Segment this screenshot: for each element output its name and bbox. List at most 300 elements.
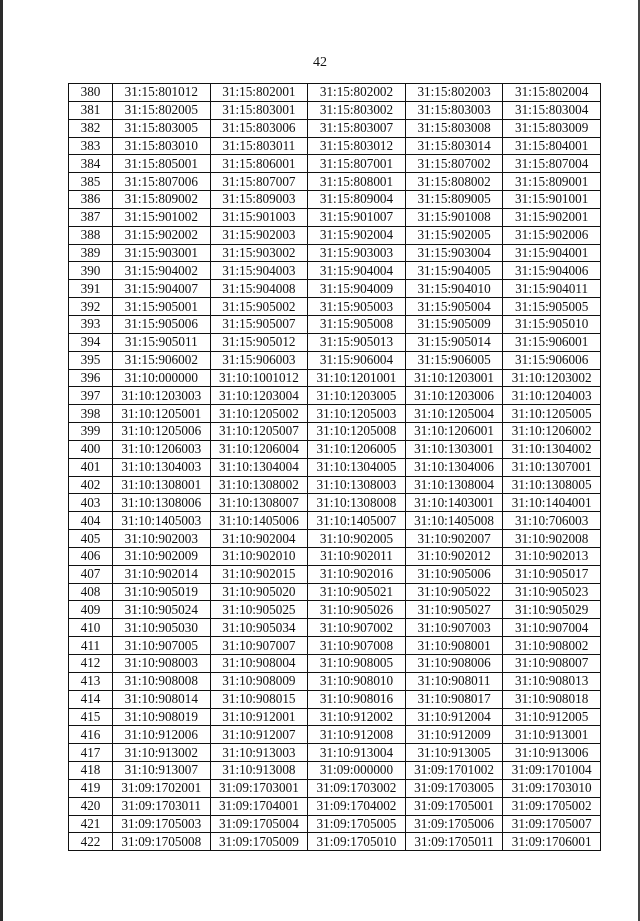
registry-table-body (69, 84, 601, 851)
cadastral-code-cell: 31:09:1703001 (210, 779, 308, 797)
cadastral-code-cell: 31:15:906005 (405, 351, 503, 369)
cadastral-code-cell: 31:15:902002 (113, 226, 211, 244)
table-row (69, 333, 601, 351)
row-number-cell: 390 (69, 262, 113, 280)
cadastral-code-cell: 31:15:901008 (405, 208, 503, 226)
cadastral-code-cell: 31:10:913007 (113, 762, 211, 780)
table-row (69, 458, 601, 476)
cadastral-code-cell: 31:10:902015 (210, 565, 308, 583)
cadastral-code-cell: 31:10:1304002 (503, 440, 601, 458)
cadastral-code-cell: 31:15:904009 (308, 280, 406, 298)
cadastral-code-cell: 31:09:1704002 (308, 797, 406, 815)
cadastral-code-cell: 31:10:905022 (405, 583, 503, 601)
cadastral-code-cell: 31:15:809004 (308, 191, 406, 209)
cadastral-code-cell: 31:10:902013 (503, 547, 601, 565)
cadastral-code-cell: 31:15:904011 (503, 280, 601, 298)
cadastral-code-cell: 31:10:908003 (113, 655, 211, 673)
cadastral-code-cell: 31:10:905026 (308, 601, 406, 619)
table-row (69, 708, 601, 726)
cadastral-code-cell: 31:10:1206001 (405, 423, 503, 441)
cadastral-code-cell: 31:10:1308004 (405, 476, 503, 494)
cadastral-code-cell: 31:10:905020 (210, 583, 308, 601)
row-number-cell: 402 (69, 476, 113, 494)
table-row (69, 387, 601, 405)
cadastral-code-cell: 31:10:1308002 (210, 476, 308, 494)
cadastral-code-cell: 31:10:905027 (405, 601, 503, 619)
cadastral-code-cell: 31:15:803007 (308, 119, 406, 137)
cadastral-code-cell: 31:15:902004 (308, 226, 406, 244)
table-row (69, 494, 601, 512)
cadastral-code-cell: 31:10:1206003 (113, 440, 211, 458)
cadastral-code-cell: 31:15:902001 (503, 208, 601, 226)
cadastral-code-cell: 31:10:908019 (113, 708, 211, 726)
cadastral-code-cell: 31:10:907008 (308, 637, 406, 655)
cadastral-code-cell: 31:15:904006 (503, 262, 601, 280)
table-row (69, 173, 601, 191)
cadastral-code-cell: 31:15:803010 (113, 137, 211, 155)
cadastral-code-cell: 31:15:801012 (113, 84, 211, 102)
cadastral-code-cell: 31:10:912006 (113, 726, 211, 744)
cadastral-code-cell: 31:15:803008 (405, 119, 503, 137)
cadastral-code-cell: 31:10:1205004 (405, 405, 503, 423)
row-number-cell: 412 (69, 655, 113, 673)
cadastral-code-cell: 31:15:906001 (503, 333, 601, 351)
table-row (69, 762, 601, 780)
cadastral-code-cell: 31:15:904007 (113, 280, 211, 298)
cadastral-code-cell: 31:10:908005 (308, 655, 406, 673)
row-number-cell: 410 (69, 619, 113, 637)
cadastral-code-cell: 31:10:905006 (405, 565, 503, 583)
table-row (69, 262, 601, 280)
cadastral-code-cell: 31:10:908016 (308, 690, 406, 708)
cadastral-code-cell: 31:15:902005 (405, 226, 503, 244)
row-number-cell: 393 (69, 315, 113, 333)
cadastral-code-cell: 31:15:905007 (210, 315, 308, 333)
row-number-cell: 404 (69, 512, 113, 530)
cadastral-code-cell: 31:15:803002 (308, 101, 406, 119)
scan-edge-left (0, 0, 3, 921)
cadastral-code-cell: 31:15:802004 (503, 84, 601, 102)
row-number-cell: 417 (69, 744, 113, 762)
table-row (69, 315, 601, 333)
cadastral-code-cell: 31:10:905030 (113, 619, 211, 637)
cadastral-code-cell: 31:15:902006 (503, 226, 601, 244)
row-number-cell: 413 (69, 672, 113, 690)
table-row (69, 637, 601, 655)
row-number-cell: 401 (69, 458, 113, 476)
cadastral-code-cell: 31:10:1204003 (503, 387, 601, 405)
cadastral-code-cell: 31:10:1308008 (308, 494, 406, 512)
cadastral-code-cell: 31:15:904004 (308, 262, 406, 280)
cadastral-code-cell: 31:09:1705010 (308, 833, 406, 851)
row-number-cell: 408 (69, 583, 113, 601)
row-number-cell: 419 (69, 779, 113, 797)
cadastral-code-cell: 31:10:908010 (308, 672, 406, 690)
cadastral-code-cell: 31:10:913008 (210, 762, 308, 780)
cadastral-code-cell: 31:10:1205001 (113, 405, 211, 423)
row-number-cell: 421 (69, 815, 113, 833)
row-number-cell: 391 (69, 280, 113, 298)
cadastral-code-cell: 31:10:1203005 (308, 387, 406, 405)
cadastral-code-cell: 31:15:904008 (210, 280, 308, 298)
cadastral-code-cell: 31:10:912005 (503, 708, 601, 726)
cadastral-code-cell: 31:15:802001 (210, 84, 308, 102)
cadastral-code-cell: 31:10:1403001 (405, 494, 503, 512)
cadastral-code-cell: 31:10:1405006 (210, 512, 308, 530)
cadastral-code-cell: 31:10:706003 (503, 512, 601, 530)
cadastral-code-cell: 31:15:901001 (503, 191, 601, 209)
cadastral-code-cell: 31:10:1308005 (503, 476, 601, 494)
cadastral-code-cell: 31:10:1303001 (405, 440, 503, 458)
table-row (69, 547, 601, 565)
cadastral-code-cell: 31:10:1203006 (405, 387, 503, 405)
cadastral-code-cell: 31:10:912004 (405, 708, 503, 726)
table-row (69, 833, 601, 851)
cadastral-code-cell: 31:15:809001 (503, 173, 601, 191)
cadastral-code-cell: 31:10:908008 (113, 672, 211, 690)
cadastral-code-cell: 31:10:902005 (308, 530, 406, 548)
cadastral-code-cell: 31:10:905034 (210, 619, 308, 637)
cadastral-code-cell: 31:10:1001012 (210, 369, 308, 387)
cadastral-code-cell: 31:10:902010 (210, 547, 308, 565)
cadastral-code-cell: 31:15:905005 (503, 298, 601, 316)
cadastral-code-cell: 31:10:1304003 (113, 458, 211, 476)
cadastral-code-cell: 31:09:1702001 (113, 779, 211, 797)
cadastral-code-cell: 31:15:902003 (210, 226, 308, 244)
cadastral-code-cell: 31:10:902012 (405, 547, 503, 565)
cadastral-code-cell: 31:15:809003 (210, 191, 308, 209)
cadastral-code-cell: 31:10:1405007 (308, 512, 406, 530)
cadastral-code-cell: 31:15:805001 (113, 155, 211, 173)
cadastral-code-cell: 31:10:913006 (503, 744, 601, 762)
cadastral-code-cell: 31:15:807007 (210, 173, 308, 191)
table-row (69, 601, 601, 619)
cadastral-code-cell: 31:09:1703005 (405, 779, 503, 797)
cadastral-code-cell: 31:09:1705005 (308, 815, 406, 833)
cadastral-registry-table (68, 83, 601, 851)
table-row (69, 726, 601, 744)
cadastral-code-cell: 31:10:1308006 (113, 494, 211, 512)
row-number-cell: 414 (69, 690, 113, 708)
cadastral-code-cell: 31:10:908015 (210, 690, 308, 708)
row-number-cell: 387 (69, 208, 113, 226)
cadastral-code-cell: 31:10:907007 (210, 637, 308, 655)
cadastral-code-cell: 31:10:1404001 (503, 494, 601, 512)
cadastral-code-cell: 31:10:1304004 (210, 458, 308, 476)
cadastral-code-cell: 31:10:1203003 (113, 387, 211, 405)
table-row (69, 619, 601, 637)
cadastral-code-cell: 31:15:904003 (210, 262, 308, 280)
cadastral-code-cell: 31:09:1703011 (113, 797, 211, 815)
cadastral-code-cell: 31:15:901007 (308, 208, 406, 226)
cadastral-code-cell: 31:09:1705004 (210, 815, 308, 833)
cadastral-code-cell: 31:10:1201001 (308, 369, 406, 387)
cadastral-code-cell: 31:10:907002 (308, 619, 406, 637)
row-number-cell: 399 (69, 423, 113, 441)
cadastral-code-cell: 31:09:1705011 (405, 833, 503, 851)
cadastral-code-cell: 31:10:905021 (308, 583, 406, 601)
cadastral-code-cell: 31:10:000000 (113, 369, 211, 387)
table-row (69, 405, 601, 423)
table-row (69, 797, 601, 815)
cadastral-code-cell: 31:15:904001 (503, 244, 601, 262)
cadastral-code-cell: 31:09:1704001 (210, 797, 308, 815)
cadastral-code-cell: 31:10:912007 (210, 726, 308, 744)
cadastral-code-cell: 31:10:1205005 (503, 405, 601, 423)
cadastral-code-cell: 31:10:1205008 (308, 423, 406, 441)
table-row (69, 530, 601, 548)
cadastral-code-cell: 31:10:908017 (405, 690, 503, 708)
cadastral-code-cell: 31:15:901002 (113, 208, 211, 226)
cadastral-code-cell: 31:15:803003 (405, 101, 503, 119)
cadastral-code-cell: 31:10:913001 (503, 726, 601, 744)
cadastral-code-cell: 31:15:807006 (113, 173, 211, 191)
cadastral-code-cell: 31:10:1304006 (405, 458, 503, 476)
row-number-cell: 395 (69, 351, 113, 369)
cadastral-code-cell: 31:15:803001 (210, 101, 308, 119)
cadastral-code-cell: 31:15:803005 (113, 119, 211, 137)
row-number-cell: 384 (69, 155, 113, 173)
cadastral-code-cell: 31:10:905029 (503, 601, 601, 619)
cadastral-code-cell: 31:10:907003 (405, 619, 503, 637)
table-row (69, 583, 601, 601)
cadastral-code-cell: 31:15:906003 (210, 351, 308, 369)
row-number-cell: 411 (69, 637, 113, 655)
row-number-cell: 400 (69, 440, 113, 458)
cadastral-code-cell: 31:15:906004 (308, 351, 406, 369)
cadastral-code-cell: 31:10:902009 (113, 547, 211, 565)
cadastral-code-cell: 31:10:1405003 (113, 512, 211, 530)
cadastral-code-cell: 31:15:803004 (503, 101, 601, 119)
cadastral-code-cell: 31:15:803009 (503, 119, 601, 137)
table-row (69, 672, 601, 690)
cadastral-code-cell: 31:15:905006 (113, 315, 211, 333)
cadastral-code-cell: 31:09:1705009 (210, 833, 308, 851)
table-row (69, 101, 601, 119)
cadastral-code-cell: 31:10:1307001 (503, 458, 601, 476)
cadastral-code-cell: 31:15:906002 (113, 351, 211, 369)
row-number-cell: 415 (69, 708, 113, 726)
cadastral-code-cell: 31:09:1706001 (503, 833, 601, 851)
row-number-cell: 407 (69, 565, 113, 583)
page-number: 42 (313, 55, 327, 70)
cadastral-code-cell: 31:09:1703010 (503, 779, 601, 797)
cadastral-code-cell: 31:15:904005 (405, 262, 503, 280)
table-row (69, 423, 601, 441)
table-row (69, 655, 601, 673)
table-row (69, 440, 601, 458)
cadastral-code-cell: 31:10:905023 (503, 583, 601, 601)
cadastral-code-cell: 31:15:802002 (308, 84, 406, 102)
cadastral-code-cell: 31:09:1705001 (405, 797, 503, 815)
cadastral-code-cell: 31:10:908004 (210, 655, 308, 673)
row-number-cell: 418 (69, 762, 113, 780)
table-row (69, 280, 601, 298)
cadastral-code-cell: 31:10:1308007 (210, 494, 308, 512)
cadastral-code-cell: 31:15:905009 (405, 315, 503, 333)
cadastral-code-cell: 31:10:1203004 (210, 387, 308, 405)
table-row (69, 512, 601, 530)
cadastral-code-cell: 31:10:912001 (210, 708, 308, 726)
table-row (69, 226, 601, 244)
cadastral-code-cell: 31:10:907004 (503, 619, 601, 637)
cadastral-code-cell: 31:09:1705002 (503, 797, 601, 815)
cadastral-code-cell: 31:10:913005 (405, 744, 503, 762)
row-number-cell: 405 (69, 530, 113, 548)
row-number-cell: 409 (69, 601, 113, 619)
table-row (69, 155, 601, 173)
table-row (69, 744, 601, 762)
cadastral-code-cell: 31:10:908006 (405, 655, 503, 673)
cadastral-code-cell: 31:10:902004 (210, 530, 308, 548)
row-number-cell: 388 (69, 226, 113, 244)
row-number-cell: 382 (69, 119, 113, 137)
cadastral-code-cell: 31:10:902007 (405, 530, 503, 548)
cadastral-code-cell: 31:10:912009 (405, 726, 503, 744)
cadastral-code-cell: 31:15:808001 (308, 173, 406, 191)
table-row (69, 565, 601, 583)
cadastral-code-cell: 31:10:908014 (113, 690, 211, 708)
row-number-cell: 381 (69, 101, 113, 119)
cadastral-code-cell: 31:10:1308001 (113, 476, 211, 494)
cadastral-code-cell: 31:15:904002 (113, 262, 211, 280)
cadastral-code-cell: 31:10:902011 (308, 547, 406, 565)
row-number-cell: 416 (69, 726, 113, 744)
row-number-cell: 385 (69, 173, 113, 191)
cadastral-code-cell: 31:10:1308003 (308, 476, 406, 494)
cadastral-code-cell: 31:15:807004 (503, 155, 601, 173)
row-number-cell: 398 (69, 405, 113, 423)
cadastral-code-cell: 31:10:907005 (113, 637, 211, 655)
cadastral-code-cell: 31:15:903004 (405, 244, 503, 262)
cadastral-code-cell: 31:15:808002 (405, 173, 503, 191)
table-row (69, 84, 601, 102)
cadastral-code-cell: 31:15:803011 (210, 137, 308, 155)
cadastral-code-cell: 31:10:1405008 (405, 512, 503, 530)
row-number-cell: 392 (69, 298, 113, 316)
cadastral-code-cell: 31:15:804001 (503, 137, 601, 155)
cadastral-code-cell: 31:15:807002 (405, 155, 503, 173)
cadastral-code-cell: 31:10:908009 (210, 672, 308, 690)
row-number-cell: 380 (69, 84, 113, 102)
table-row (69, 815, 601, 833)
cadastral-code-cell: 31:10:905019 (113, 583, 211, 601)
row-number-cell: 394 (69, 333, 113, 351)
cadastral-code-cell: 31:15:803006 (210, 119, 308, 137)
cadastral-code-cell: 31:15:903002 (210, 244, 308, 262)
row-number-cell: 389 (69, 244, 113, 262)
row-number-cell: 406 (69, 547, 113, 565)
cadastral-code-cell: 31:15:905004 (405, 298, 503, 316)
table-row (69, 476, 601, 494)
cadastral-code-cell: 31:09:1705007 (503, 815, 601, 833)
table-row (69, 137, 601, 155)
cadastral-code-cell: 31:10:1203002 (503, 369, 601, 387)
cadastral-code-cell: 31:15:806001 (210, 155, 308, 173)
cadastral-code-cell: 31:15:809005 (405, 191, 503, 209)
cadastral-code-cell: 31:10:908002 (503, 637, 601, 655)
table-row (69, 298, 601, 316)
cadastral-code-cell: 31:10:908001 (405, 637, 503, 655)
cadastral-code-cell: 31:15:905010 (503, 315, 601, 333)
cadastral-code-cell: 31:10:905025 (210, 601, 308, 619)
cadastral-code-cell: 31:09:1705006 (405, 815, 503, 833)
cadastral-code-cell: 31:10:908007 (503, 655, 601, 673)
cadastral-code-cell: 31:15:803012 (308, 137, 406, 155)
cadastral-code-cell: 31:10:1206005 (308, 440, 406, 458)
cadastral-code-cell: 31:09:1701004 (503, 762, 601, 780)
cadastral-code-cell: 31:15:905012 (210, 333, 308, 351)
row-number-cell: 420 (69, 797, 113, 815)
table-row (69, 208, 601, 226)
cadastral-code-cell: 31:10:1304005 (308, 458, 406, 476)
table-row (69, 351, 601, 369)
cadastral-code-cell: 31:10:908013 (503, 672, 601, 690)
cadastral-code-cell: 31:15:809002 (113, 191, 211, 209)
cadastral-code-cell: 31:10:1203001 (405, 369, 503, 387)
cadastral-code-cell: 31:10:1205002 (210, 405, 308, 423)
table-row (69, 191, 601, 209)
cadastral-code-cell: 31:15:802005 (113, 101, 211, 119)
cadastral-code-cell: 31:15:905011 (113, 333, 211, 351)
table-row (69, 119, 601, 137)
cadastral-code-cell: 31:15:905014 (405, 333, 503, 351)
cadastral-code-cell: 31:15:905001 (113, 298, 211, 316)
cadastral-code-cell: 31:15:906006 (503, 351, 601, 369)
table-row (69, 779, 601, 797)
cadastral-code-cell: 31:15:802003 (405, 84, 503, 102)
cadastral-code-cell: 31:10:913002 (113, 744, 211, 762)
cadastral-code-cell: 31:10:905017 (503, 565, 601, 583)
cadastral-code-cell: 31:15:905002 (210, 298, 308, 316)
cadastral-code-cell: 31:10:905024 (113, 601, 211, 619)
cadastral-code-cell: 31:09:000000 (308, 762, 406, 780)
cadastral-code-cell: 31:10:908018 (503, 690, 601, 708)
cadastral-code-cell: 31:09:1705003 (113, 815, 211, 833)
table-row (69, 690, 601, 708)
cadastral-code-cell: 31:10:1205003 (308, 405, 406, 423)
cadastral-code-cell: 31:10:902016 (308, 565, 406, 583)
cadastral-code-cell: 31:15:803014 (405, 137, 503, 155)
cadastral-code-cell: 31:10:1205006 (113, 423, 211, 441)
table-row (69, 244, 601, 262)
cadastral-code-cell: 31:09:1705008 (113, 833, 211, 851)
cadastral-code-cell: 31:09:1701002 (405, 762, 503, 780)
cadastral-code-cell: 31:15:903003 (308, 244, 406, 262)
row-number-cell: 403 (69, 494, 113, 512)
cadastral-code-cell: 31:10:1205007 (210, 423, 308, 441)
cadastral-code-cell: 31:10:912002 (308, 708, 406, 726)
cadastral-code-cell: 31:10:912008 (308, 726, 406, 744)
cadastral-code-cell: 31:10:902008 (503, 530, 601, 548)
row-number-cell: 422 (69, 833, 113, 851)
cadastral-code-cell: 31:15:807001 (308, 155, 406, 173)
row-number-cell: 386 (69, 191, 113, 209)
row-number-cell: 383 (69, 137, 113, 155)
cadastral-code-cell: 31:10:908011 (405, 672, 503, 690)
cadastral-code-cell: 31:15:905008 (308, 315, 406, 333)
cadastral-code-cell: 31:15:903001 (113, 244, 211, 262)
cadastral-code-cell: 31:10:1206002 (503, 423, 601, 441)
cadastral-code-cell: 31:15:905013 (308, 333, 406, 351)
cadastral-code-cell: 31:10:902003 (113, 530, 211, 548)
row-number-cell: 396 (69, 369, 113, 387)
row-number-cell: 397 (69, 387, 113, 405)
cadastral-code-cell: 31:15:901003 (210, 208, 308, 226)
cadastral-code-cell: 31:09:1703002 (308, 779, 406, 797)
cadastral-code-cell: 31:15:905003 (308, 298, 406, 316)
cadastral-code-cell: 31:10:913003 (210, 744, 308, 762)
